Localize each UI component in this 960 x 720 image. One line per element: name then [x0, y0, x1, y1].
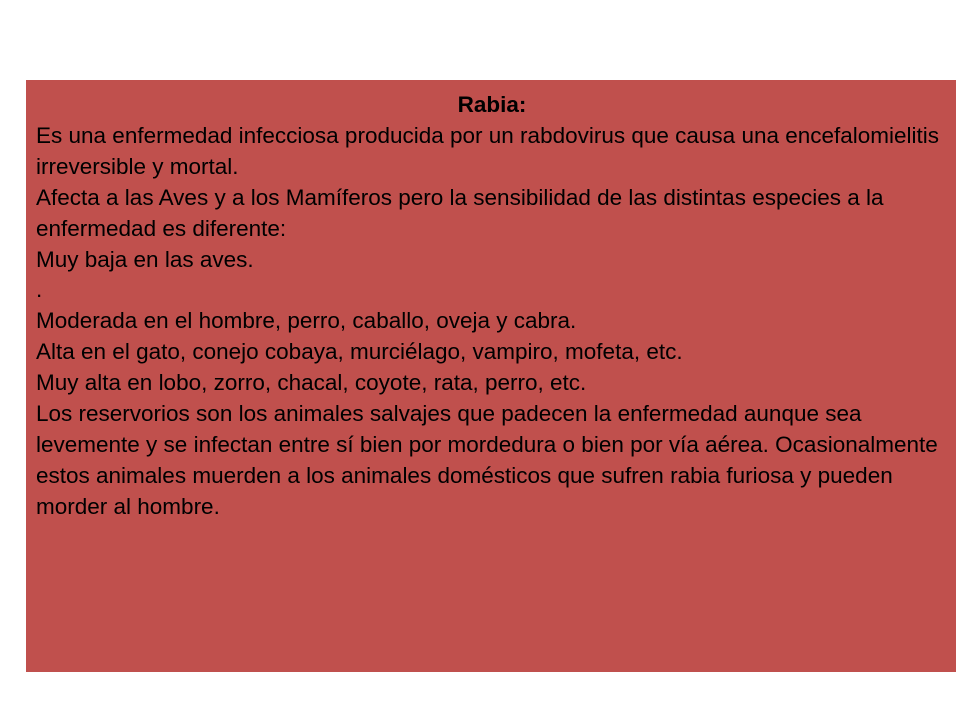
paragraph-moderate: Moderada en el hombre, perro, caballo, oveja y cabra. — [36, 308, 577, 334]
content-text-box — [26, 80, 956, 672]
slide-title: Rabia: — [457, 92, 527, 117]
paragraph-high: Alta en el gato, conejo cobaya, murciélago, vampiro, mofeta, etc. — [36, 339, 683, 365]
paragraph-dot: . — [36, 277, 43, 303]
paragraph-very-low: Muy baja en las aves. — [36, 246, 254, 272]
paragraph-reservoirs: Los reservorios son los animales salvajes que padecen la enfermedad aunque sea levemente y se infectan entre sí bien por mordedura o bien por vía aérea. Ocasionalmente estos animales muerden a los animales domésticos que sufren rabia furiosa y pueden morder al hombre. — [36, 401, 938, 519]
paragraph-susceptibility: Afecta a las Aves y a los Mamíferos pero la sensibilidad de las distintas especies a la enfermedad es diferente: — [36, 184, 884, 241]
paragraph-very-high: Muy alta en lobo, zorro, chacal, coyote, rata, perro, etc. — [36, 370, 587, 396]
paragraph-definition: Es una enfermedad infecciosa producida por un rabdovirus que causa una encefalomielitis irreversible y mortal. — [36, 122, 940, 179]
